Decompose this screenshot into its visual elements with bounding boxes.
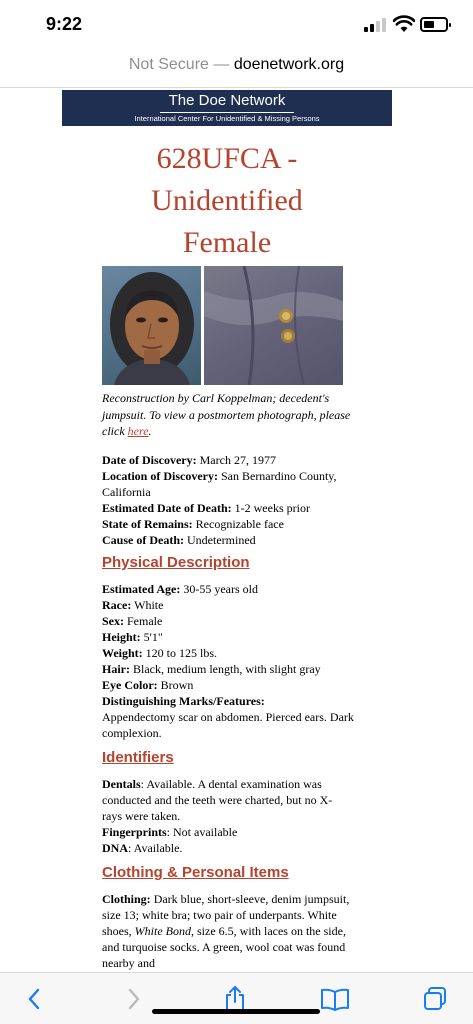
case-title-line: Female: [182, 226, 272, 259]
caption-end: .: [148, 424, 152, 438]
postmortem-link[interactable]: here: [127, 424, 149, 438]
divider: [0, 87, 473, 88]
detail-label: Distinguishing Marks/Features:: [102, 694, 265, 708]
detail-value: Recognizable face: [192, 517, 284, 531]
detail-value: 5'1": [140, 630, 163, 644]
caption-text: Reconstruction by Carl Koppelman; decedent's jumpsuit. To view a postmortem photograph, please click: [102, 391, 351, 438]
detail-line: [102, 500, 362, 516]
detail-line: [102, 532, 362, 548]
address-bar[interactable]: [0, 50, 473, 86]
site-title: The Doe Network: [168, 92, 286, 109]
physical-details: [102, 581, 362, 741]
detail-line: [102, 677, 362, 693]
detail-label: Race:: [102, 598, 132, 612]
detail-line: [102, 468, 362, 500]
clothing-details: [102, 891, 352, 971]
detail-label: Date of Discovery:: [102, 453, 197, 467]
detail-value: 120 to 125 lbs.: [142, 646, 218, 660]
security-label: Not Secure —: [128, 56, 234, 73]
detail-line: [102, 840, 352, 856]
detail-label: State of Remains:: [102, 517, 193, 531]
detail-label: Weight:: [102, 646, 143, 660]
detail-label: Height:: [102, 630, 141, 644]
detail-line: [102, 693, 362, 709]
detail-label: Estimated Date of Death:: [102, 501, 232, 515]
identifiers-heading[interactable]: Identifiers: [102, 749, 174, 766]
reconstruction-photo: [102, 266, 201, 385]
detail-line: [102, 645, 362, 661]
identifier-details: [102, 776, 352, 856]
wifi-icon: [393, 15, 415, 33]
detail-label: Dentals: [102, 777, 141, 791]
forward-button[interactable]: [114, 981, 154, 1017]
status-time: 9:22: [46, 14, 83, 34]
detail-label: Estimated Age:: [102, 582, 181, 596]
browser-toolbar: [0, 972, 473, 1024]
bookmarks-button[interactable]: [315, 981, 355, 1017]
tabs-button[interactable]: [415, 981, 455, 1017]
back-button[interactable]: [14, 981, 54, 1017]
book-icon: [320, 987, 350, 1011]
detail-value: Undetermined: [184, 533, 256, 547]
detail-value: Dark blue, short-sleeve, denim jumpsuit, size 13; white bra; two pair of underpants. White shoes,: [102, 892, 350, 938]
photo-caption: [102, 390, 354, 440]
detail-line: [102, 613, 362, 629]
detail-value: Female: [124, 614, 163, 628]
detail-label: DNA: [102, 841, 128, 855]
case-title-line: Unidentified: [151, 184, 303, 217]
cellular-signal-icon: [364, 18, 386, 32]
detail-value: March 27, 1977: [196, 453, 276, 467]
url-domain: doenetwork.org: [233, 56, 345, 73]
detail-line: [102, 581, 362, 597]
home-indicator[interactable]: [152, 1009, 320, 1014]
detail-label: Location of Discovery:: [102, 469, 218, 483]
site-banner[interactable]: [62, 90, 392, 126]
chevron-right-icon: [127, 988, 141, 1010]
detail-label: Fingerprints: [102, 825, 167, 839]
detail-value: 30-55 years old: [180, 582, 258, 596]
tabs-icon: [422, 986, 448, 1012]
detail-line: [102, 629, 362, 645]
case-title: [62, 138, 392, 264]
detail-value: San Bernardino County, California: [102, 469, 337, 499]
detail-value: : Not available: [166, 825, 238, 839]
detail-value: White: [131, 598, 164, 612]
status-bar: [0, 0, 473, 50]
detail-line: [102, 452, 362, 468]
detail-value: 1-2 weeks prior: [231, 501, 310, 515]
jumpsuit-photo: [204, 266, 343, 385]
detail-label: Clothing:: [102, 892, 151, 906]
detail-value: , size 6.5, with laces on the side, and turquoise socks. A green, wool coat was found nearby and: [102, 924, 346, 970]
detail-line: [102, 597, 362, 613]
detail-line: [102, 776, 352, 824]
clothing-heading[interactable]: Clothing & Personal Items: [102, 864, 289, 881]
shoe-brand: White Bond: [134, 924, 191, 938]
discovery-details: [102, 452, 362, 548]
battery-icon: [420, 17, 448, 32]
detail-label: Hair:: [102, 662, 130, 676]
marks-text: Appendectomy scar on abdomen. Pierced ears. Dark complexion.: [102, 710, 354, 740]
case-title-line: 628UFCA -: [156, 142, 298, 175]
detail-label: Sex:: [102, 614, 124, 628]
detail-line: [102, 824, 352, 840]
detail-label: Eye Color:: [102, 678, 158, 692]
detail-value: : Available.: [128, 841, 183, 855]
detail-value: : Available. A dental examination was conducted and the teeth were charted, but no X-rays were taken.: [102, 777, 333, 823]
detail-value: Brown: [157, 678, 194, 692]
site-subtitle: International Center For Unidentified & Missing Persons: [134, 114, 320, 123]
physical-description-heading[interactable]: Physical Description: [102, 554, 250, 571]
detail-label: Cause of Death:: [102, 533, 184, 547]
chevron-left-icon: [27, 988, 41, 1010]
detail-value: Black, medium length, with slight gray: [130, 662, 321, 676]
detail-line: [102, 661, 362, 677]
detail-line: [102, 516, 362, 532]
